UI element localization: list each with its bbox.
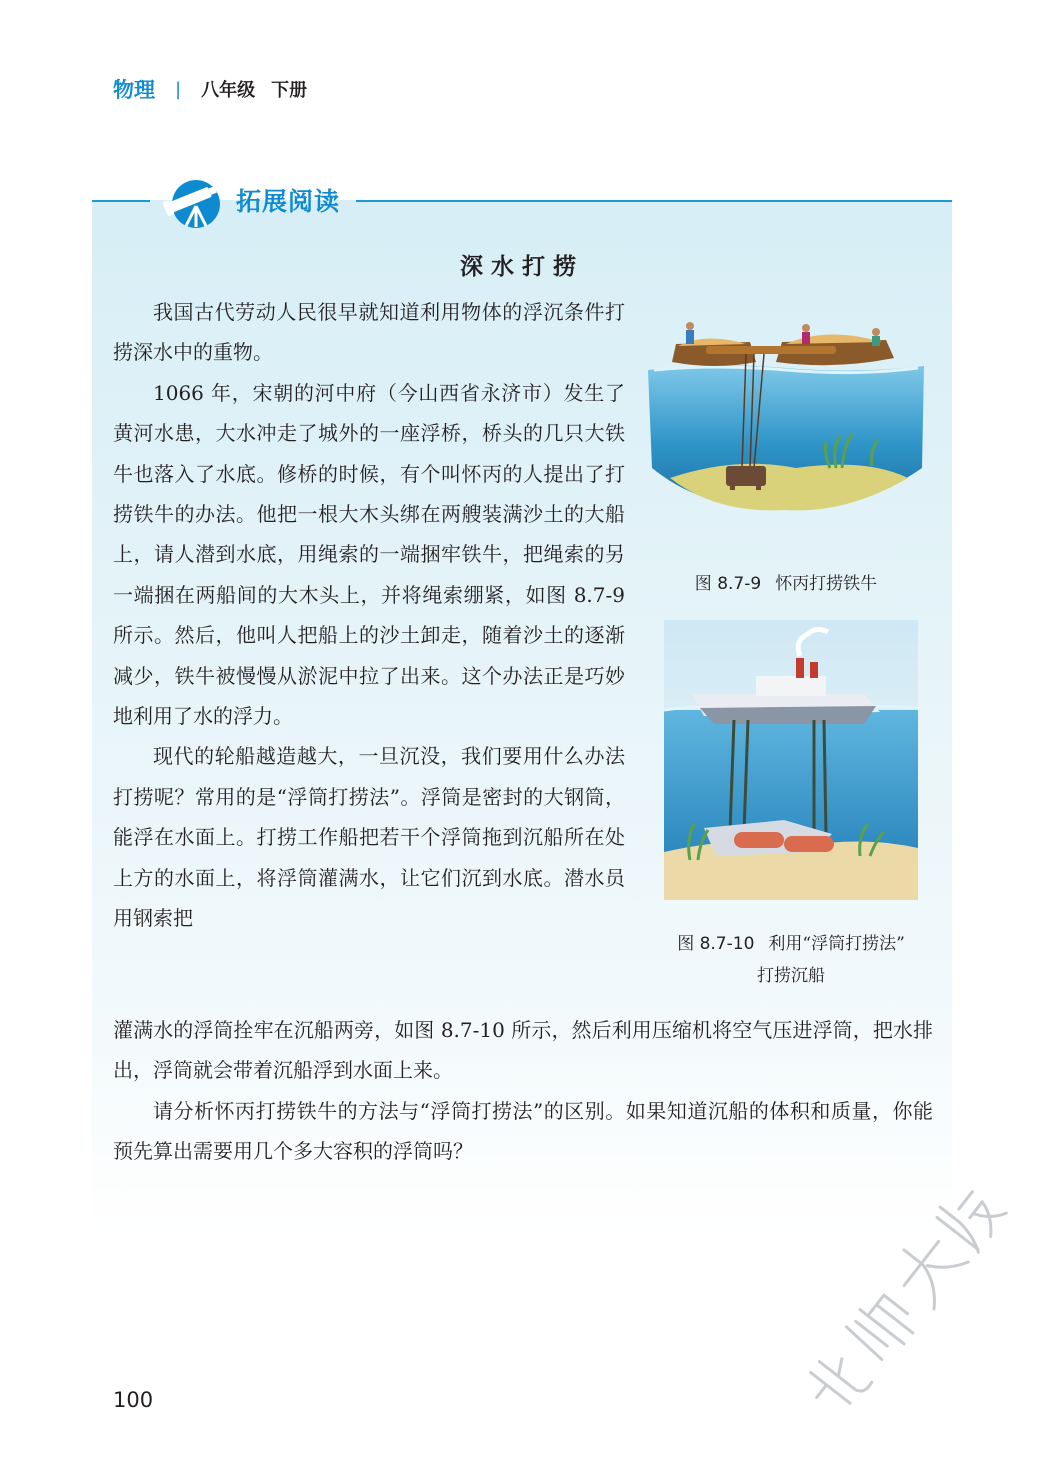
figure-caption-text: 怀丙打捞铁牛 xyxy=(775,574,878,594)
paragraph: 1066 年，宋朝的河中府（今山西省永济市）发生了黄河水患，大水冲走了城外的一座浮桥，桥头的几只大铁牛也落入了水底。修桥的时候，有个叫怀丙的人提出了打捞铁牛的办法。他把一根大木头绑在两艘装满沙土的大船上，请人潜到水底，用绳索的一端捆牢铁牛，把绳索的另一端捆在两船间的大木头上，并将绳索绷紧，如图 8.7-9 所示。然后，他叫人把船上的沙土卸走，随着沙土的逐渐减少，铁牛被慢慢从淤泥中拉了出来。这个办法正是巧妙地利用了水的浮力。 xyxy=(113,380,625,729)
paragraph: 请分析怀丙打捞铁牛的方法与“浮筒打捞法”的区别。如果知道沉船的体积和质量，你能预先算出需要用几个多大容积的浮筒吗？ xyxy=(113,1098,933,1164)
paragraph: 灌满水的浮筒拴牢在沉船两旁，如图 8.7-10 所示，然后利用压缩机将空气压进浮筒，把水排出，浮筒就会带着沉船浮到水面上来。 xyxy=(113,1018,933,1083)
iron-ox-salvage-illustration xyxy=(646,318,926,528)
figure-caption-text: 打捞沉船 xyxy=(757,966,825,986)
running-header xyxy=(113,74,307,104)
header-volume: 下册 xyxy=(271,80,308,101)
publisher-watermark xyxy=(740,1150,1030,1470)
figure-number: 图 8.7-10 xyxy=(677,934,755,954)
article-title: 深水打捞 xyxy=(460,254,584,280)
telescope-icon xyxy=(160,170,230,230)
article-body-column xyxy=(113,292,625,939)
section-rule-left xyxy=(92,200,150,202)
figure-caption-text: 利用“浮筒打捞法” xyxy=(768,934,905,954)
paragraph: 我国古代劳动人民很早就知道利用物体的浮沉条件打捞深水中的重物。 xyxy=(113,300,625,365)
pontoon-salvage-illustration xyxy=(664,620,918,900)
article-body-full xyxy=(113,1010,933,1172)
figure-caption-8-7-9 xyxy=(646,569,926,594)
paragraph: 现代的轮船越造越大，一旦沉没，我们要用什么办法打捞呢？常用的是“浮筒打捞法”。浮筒是密封的大钢筒，能浮在水面上。打捞工作船把若干个浮筒拖到沉船所在处上方的水面上，将浮筒灌满水，让它们沉到水底。潜水员用钢索把 xyxy=(113,744,625,931)
figure-caption-8-7-10 xyxy=(646,928,936,992)
header-grade: 八年级 xyxy=(201,80,256,101)
header-separator: | xyxy=(175,78,182,100)
section-label: 拓展阅读 xyxy=(236,187,341,216)
figure-number: 图 8.7-9 xyxy=(694,574,762,594)
section-rule-right xyxy=(356,200,952,202)
page-number: 100 xyxy=(113,1388,154,1412)
header-subject: 物理 xyxy=(113,78,155,102)
